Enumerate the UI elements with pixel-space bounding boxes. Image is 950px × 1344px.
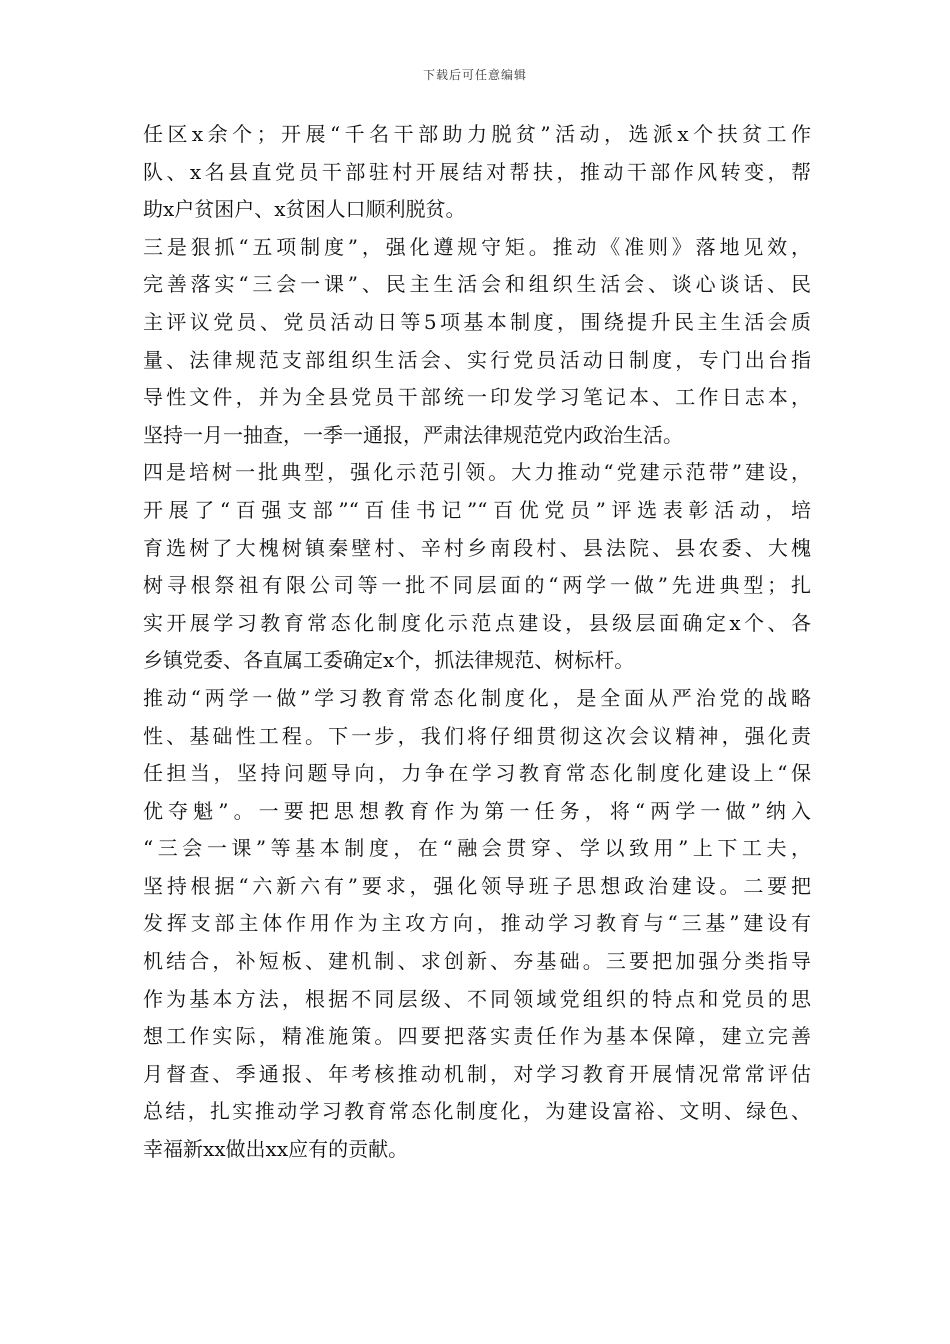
body-line: 坚持根据“六新六有”要求，强化领导班子思想政治建设。二要把 <box>143 873 811 898</box>
body-line: 完善落实“三会一课”、民主生活会和组织生活会、谈心谈话、民 <box>143 272 811 297</box>
body-line: 开展了“百强支部”“百佳书记”“百优党员”评选表彰活动，培 <box>143 497 811 522</box>
body-line: 任区x余个；开展“千名干部助力脱贫”活动，选派x个扶贫工作 <box>143 122 811 146</box>
body-line: 坚持一月一抽查，一季一通报，严肃法律规范党内政治生活。 <box>143 422 683 447</box>
body-line: 三是狠抓“五项制度”，强化遵规守矩。推动《准则》落地见效， <box>143 234 811 259</box>
body-line: 主评议党员、党员活动日等5项基本制度，围绕提升民主生活会质 <box>143 309 811 334</box>
body-line: 发挥支部主体作用作为主攻方向，推动学习教育与“三基”建设有 <box>143 911 811 936</box>
page-header: 下载后可任意编辑 <box>422 68 527 82</box>
body-line: 量、法律规范支部组织生活会、实行党员活动日制度，专门出台指 <box>143 347 811 372</box>
body-line: 树寻根祭祖有限公司等一批不同层面的“两学一做”先进典型；扎 <box>143 573 811 598</box>
body-line: 实开展学习教育常态化制度化示范点建设，县级层面确定x个、各 <box>143 610 811 635</box>
body-line: 助x户贫困户、x贫困人口顺利脱贫。 <box>143 197 466 222</box>
document-body <box>143 116 811 1169</box>
body-line: 任担当，坚持问题导向，力争在学习教育常态化制度化建设上“保 <box>143 761 811 786</box>
body-line: 总结，扎实推动学习教育常态化制度化，为建设富裕、文明、绿色、 <box>143 1099 811 1124</box>
body-line: 推动“两学一做”学习教育常态化制度化，是全面从严治党的战略 <box>143 685 811 710</box>
body-line: 月督查、季通报、年考核推动机制，对学习教育开展情况常常评估 <box>143 1061 811 1086</box>
body-line: 乡镇党委、各直属工委确定x个，抓法律规范、树标杆。 <box>143 648 635 673</box>
body-line: 四是培树一批典型，强化示范引领。大力推动“党建示范带”建设， <box>143 460 811 485</box>
body-line: 性、基础性工程。下一步，我们将仔细贯彻这次会议精神，强化责 <box>143 723 811 748</box>
body-line: 作为基本方法，根据不同层级、不同领域党组织的特点和党员的思 <box>143 986 811 1011</box>
body-line: 育选树了大槐树镇秦壁村、辛村乡南段村、县法院、县农委、大槐 <box>143 535 811 560</box>
body-line: 幸福新xx做出xx应有的贡献。 <box>143 1137 409 1162</box>
body-line: 导性文件，并为全县党员干部统一印发学习笔记本、工作日志本， <box>143 385 811 410</box>
body-line: 队、x名县直党员干部驻村开展结对帮扶，推动干部作风转变，帮 <box>143 159 811 184</box>
body-line: “三会一课”等基本制度，在“融会贯穿、学以致用”上下工夫， <box>143 836 811 861</box>
body-line: 优夺魁”。一要把思想教育作为第一任务，将“两学一做”纳入 <box>143 798 811 823</box>
body-line: 机结合，补短板、建机制、求创新、夯基础。三要把加强分类指导 <box>143 949 811 974</box>
body-line: 想工作实际，精准施策。四要把落实责任作为基本保障，建立完善 <box>143 1024 811 1049</box>
